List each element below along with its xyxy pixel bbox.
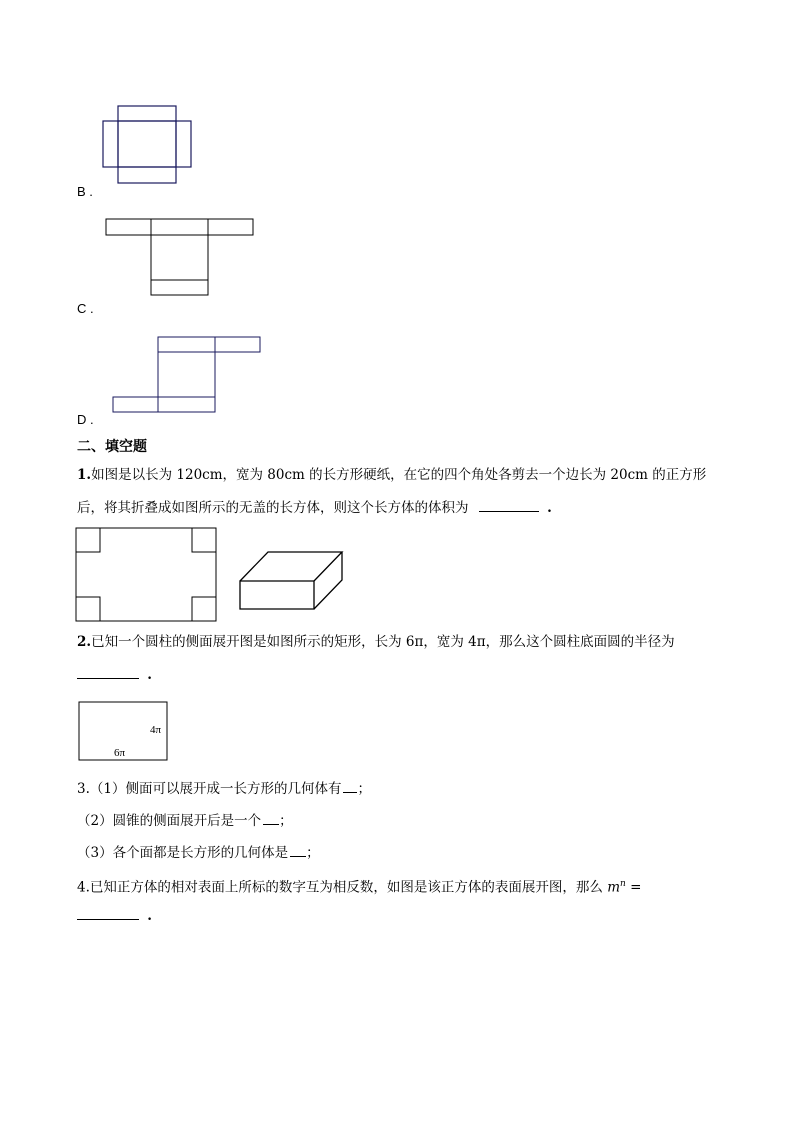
question-3-part-3-end: ；	[306, 845, 320, 861]
question-1-text-2: 后，将其折叠成如图所示的无盖的长方体，则这个长方体的体积为	[77, 500, 469, 516]
question-2-text-1: 已知一个圆柱的侧面展开图是如图所示的矩形，长为 6π，宽为 4π，那么这个圆柱底面圆的半径为	[91, 634, 675, 650]
question-3-part-1	[77, 778, 371, 799]
option-c-label[interactable]: C .	[77, 301, 94, 316]
question-3-part-1-blank[interactable]	[343, 778, 357, 793]
rect-height-label: 4π	[150, 724, 162, 736]
question-4-line-1	[77, 874, 641, 898]
question-4-answer-blank[interactable]	[77, 905, 139, 920]
question-1-number: 1.	[77, 467, 92, 483]
question-3-part-2-end: ；	[279, 813, 293, 829]
option-b-label[interactable]: B .	[77, 184, 93, 199]
question-4-line-2	[77, 905, 152, 926]
question-3-part-3-text: （3）各个面都是长方形的几何体是	[77, 845, 289, 861]
question-1-text-1: 如图是以长为 120cm，宽为 80cm 的长方形硬纸，在它的四个角处各剪去一个边长为 20cm 的正方形	[91, 467, 707, 483]
question-3-part-1-end: ；	[357, 781, 371, 797]
question-3-part-3-blank[interactable]	[290, 842, 306, 857]
section-title: 二、填空题	[77, 439, 147, 455]
question-4-text: 4.已知正方体的相对表面上所标的数字互为相反数，如图是该正方体的表面展开图，那么	[77, 879, 603, 896]
rect-width-label: 6π	[114, 747, 126, 759]
question-3-part-1-text: 3.（1）侧面可以展开成一长方形的几何体有	[77, 781, 342, 797]
question-4-expr-base: m	[607, 879, 620, 896]
question-4-expr-equals: =	[625, 879, 642, 896]
question-3-part-2	[77, 810, 293, 831]
question-2-number: 2.	[77, 634, 92, 650]
question-4-end: .	[147, 908, 152, 924]
question-3-part-3	[77, 842, 320, 863]
question-4-expr-exponent: n	[620, 879, 626, 889]
option-d-label[interactable]: D .	[77, 412, 94, 427]
question-1-end: .	[547, 500, 552, 516]
question-3-part-2-text: （2）圆锥的侧面展开后是一个	[77, 813, 262, 829]
question-2-end: .	[147, 667, 152, 683]
question-3-part-2-blank[interactable]	[263, 810, 279, 825]
